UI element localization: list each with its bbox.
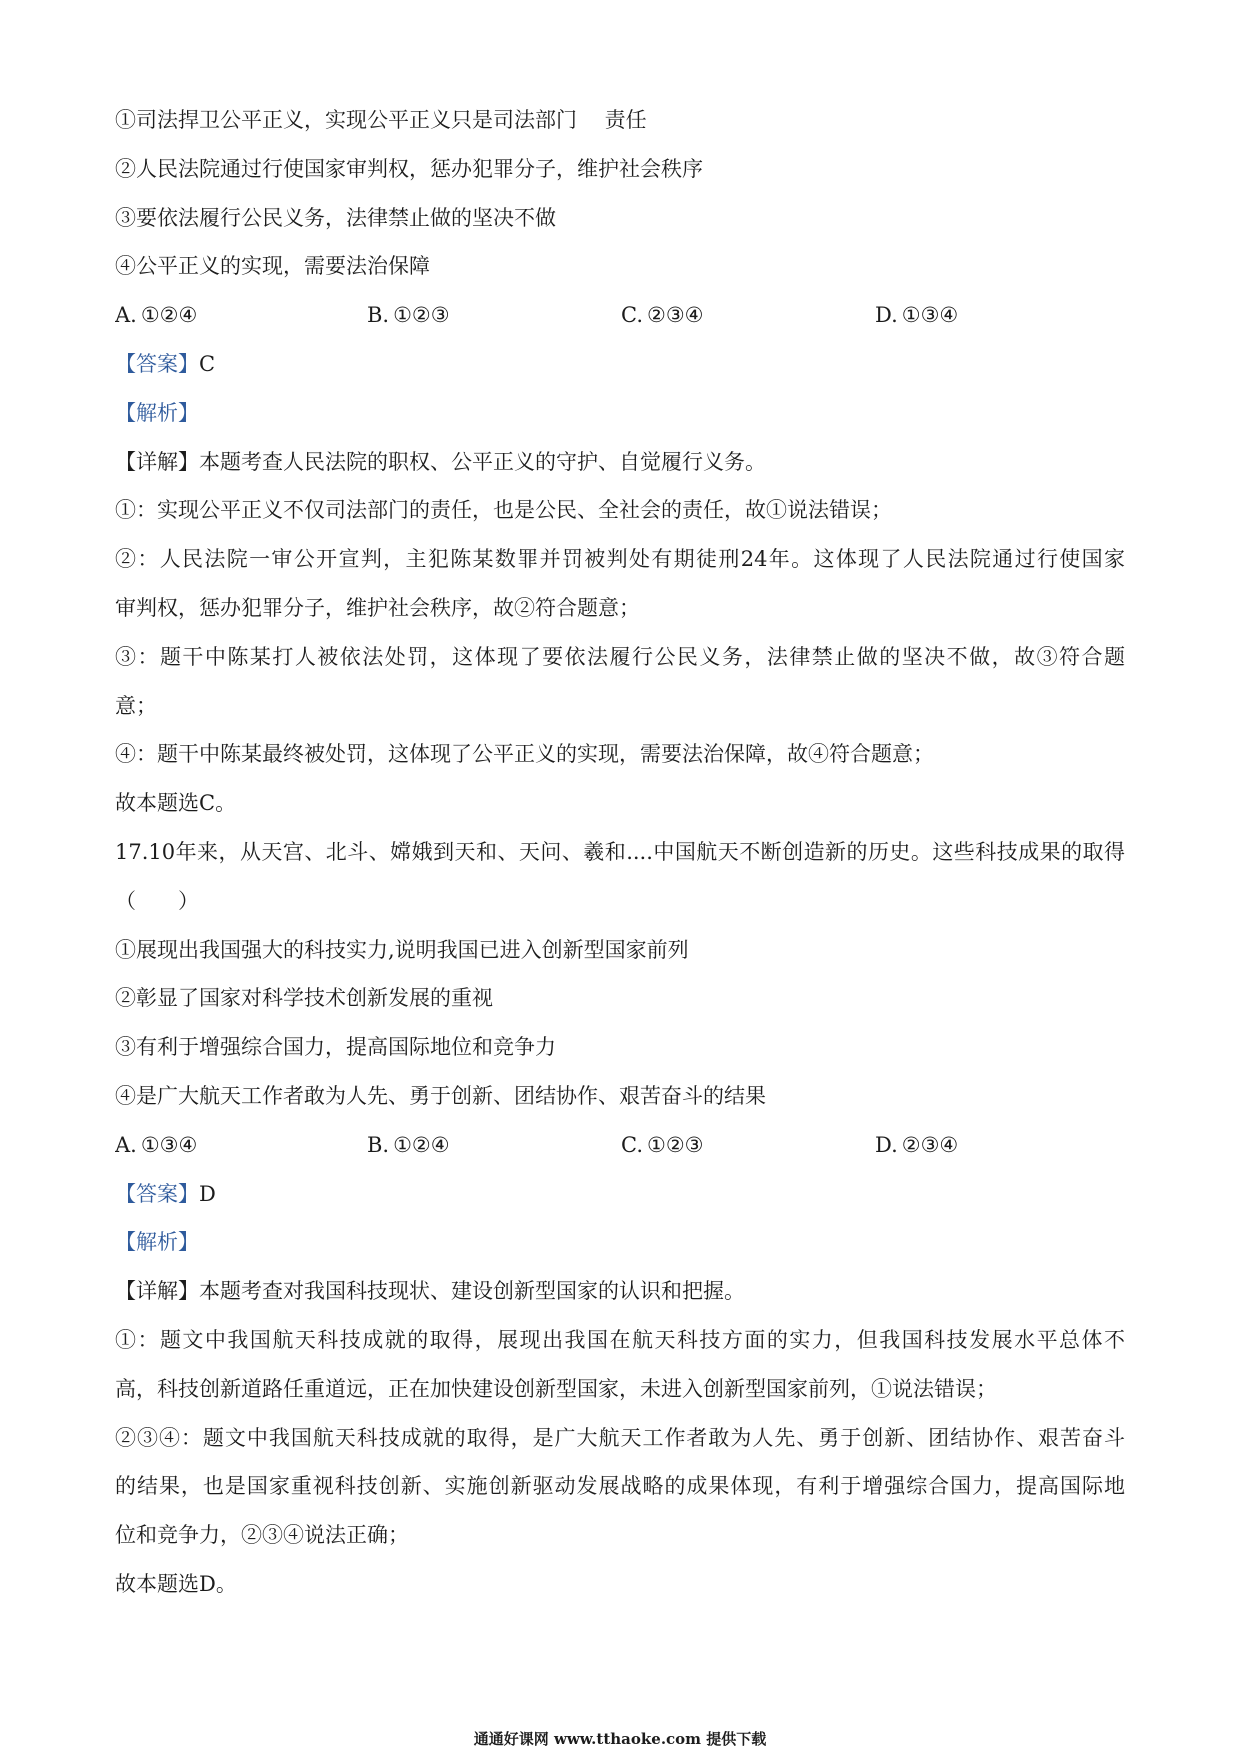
q16-option-d — [875, 291, 958, 340]
q17-statement-3: ③有利于增强综合国力，提高国际地位和竞争力 — [115, 1035, 556, 1060]
q17-explanation-line: 的结果，也是国家重视科技创新、实施创新驱动发展战略的成果体现，有利于增强综合国力，提高国际地 — [115, 1474, 1125, 1499]
detail-text: 本题考查人民法院的职权、公平正义的守护、自觉履行义务。 — [199, 449, 766, 474]
q17-explanation-line: ①：题文中我国航天科技成就的取得，展现出我国在航天科技方面的实力，但我国科技发展水平总体不 — [115, 1327, 1125, 1352]
q16-statement-2: ②人民法院通过行使国家审判权，惩办犯罪分子，维护社会秩序 — [115, 156, 703, 181]
option-choices: ①②③ — [393, 303, 450, 328]
document-page — [115, 96, 1125, 1609]
q16-explanation-line: ③：题干中陈某打人被依法处罚，这体现了要依法履行公民义务，法律禁止做的坚决不做，故③符合题 — [115, 644, 1125, 669]
q17-option-c — [621, 1121, 703, 1170]
option-letter: B. — [367, 1132, 390, 1157]
q17-statement-1: ①展现出我国强大的科技实力,说明我国已进入创新型国家前列 — [115, 937, 689, 962]
q17-conclusion: 故本题选D。 — [115, 1571, 237, 1596]
q16-option-a — [115, 291, 197, 340]
q17-option-a — [115, 1121, 197, 1170]
q16-answer — [115, 340, 1125, 389]
option-choices: ①②④ — [140, 303, 198, 328]
q16-option-b — [367, 291, 450, 340]
option-letter: A. — [115, 303, 137, 328]
q16-statement-3: ③要依法履行公民义务，法律禁止做的坚决不做 — [115, 205, 556, 230]
q17-statement-4: ④是广大航天工作者敢为人先、勇于创新、团结协作、艰苦奋斗的结果 — [115, 1083, 766, 1108]
q17-detail — [115, 1267, 1125, 1316]
answer-label: 【答案】 — [115, 351, 199, 376]
option-letter: C. — [621, 303, 643, 328]
option-letter: D. — [875, 1132, 898, 1157]
option-letter: A. — [115, 1132, 137, 1157]
q17-option-d — [875, 1121, 958, 1170]
q17-analysis-heading — [115, 1218, 1125, 1267]
q16-conclusion: 故本题选C。 — [115, 791, 237, 816]
q17-option-b — [367, 1121, 450, 1170]
q16-explanation-line: ④：题干中陈某最终被处罚，这体现了公平正义的实现，需要法治保障，故④符合题意； — [115, 742, 934, 767]
q16-explanation-line: 意； — [115, 693, 157, 718]
answer-value: D — [199, 1181, 216, 1206]
option-choices: ①②④ — [393, 1132, 450, 1157]
q16-analysis-heading — [115, 389, 1125, 438]
q17-explanation-line: ②③④：题文中我国航天科技成就的取得，是广大航天工作者敢为人先、勇于创新、团结协作、艰苦奋斗 — [115, 1425, 1125, 1450]
q16-statement-1: ①司法捍卫公平正义，实现公平正义只是司法部门 责任 — [115, 108, 647, 132]
analysis-label: 【解析】 — [115, 400, 199, 425]
q17-answer — [115, 1170, 1125, 1219]
option-choices: ①③④ — [140, 1132, 198, 1157]
answer-value: C — [199, 351, 216, 376]
q16-options — [115, 291, 1125, 340]
detail-label: 【详解】 — [115, 1279, 199, 1304]
q17-answer-blank: （ ） — [115, 888, 199, 913]
answer-label: 【答案】 — [115, 1181, 199, 1206]
option-letter: C. — [621, 1132, 643, 1157]
q16-explanation-line: ①：实现公平正义不仅司法部门的责任，也是公民、全社会的责任，故①说法错误； — [115, 498, 892, 523]
q17-explanation-line: 位和竞争力，②③④说法正确； — [115, 1523, 409, 1548]
page-footer: 通通好课网 www.tthaoke.com 提供下载 — [473, 1730, 767, 1748]
option-choices: ①②③ — [647, 1132, 704, 1157]
q17-options — [115, 1121, 1125, 1170]
q16-statement-4: ④公平正义的实现，需要法治保障 — [115, 254, 430, 279]
option-letter: D. — [875, 303, 898, 328]
q17-statement-2: ②彰显了国家对科学技术创新发展的重视 — [115, 986, 493, 1011]
detail-text: 本题考查对我国科技现状、建设创新型国家的认识和把握。 — [199, 1279, 745, 1304]
q16-explanation-line: ②：人民法院一审公开宣判，主犯陈某数罪并罚被判处有期徒刑24年。这体现了人民法院通过行使国家 — [115, 547, 1125, 572]
detail-label: 【详解】 — [115, 449, 199, 474]
q16-option-c — [621, 291, 703, 340]
analysis-label: 【解析】 — [115, 1230, 199, 1255]
q16-detail — [115, 438, 1125, 487]
option-choices: ①③④ — [901, 303, 959, 328]
option-letter: B. — [367, 303, 390, 328]
q17-explanation-line: 高，科技创新道路任重道远，正在加快建设创新型国家，未进入创新型国家前列，①说法错误； — [115, 1376, 997, 1401]
q16-explanation-line: 审判权，惩办犯罪分子，维护社会秩序，故②符合题意； — [115, 595, 640, 620]
q17-stem: 17.10年来，从天宫、北斗、嫦娥到天和、天问、羲和....中国航天不断创造新的历史。这些科技成果的取得 — [115, 839, 1125, 864]
option-choices: ②③④ — [647, 303, 704, 328]
option-choices: ②③④ — [901, 1132, 959, 1157]
